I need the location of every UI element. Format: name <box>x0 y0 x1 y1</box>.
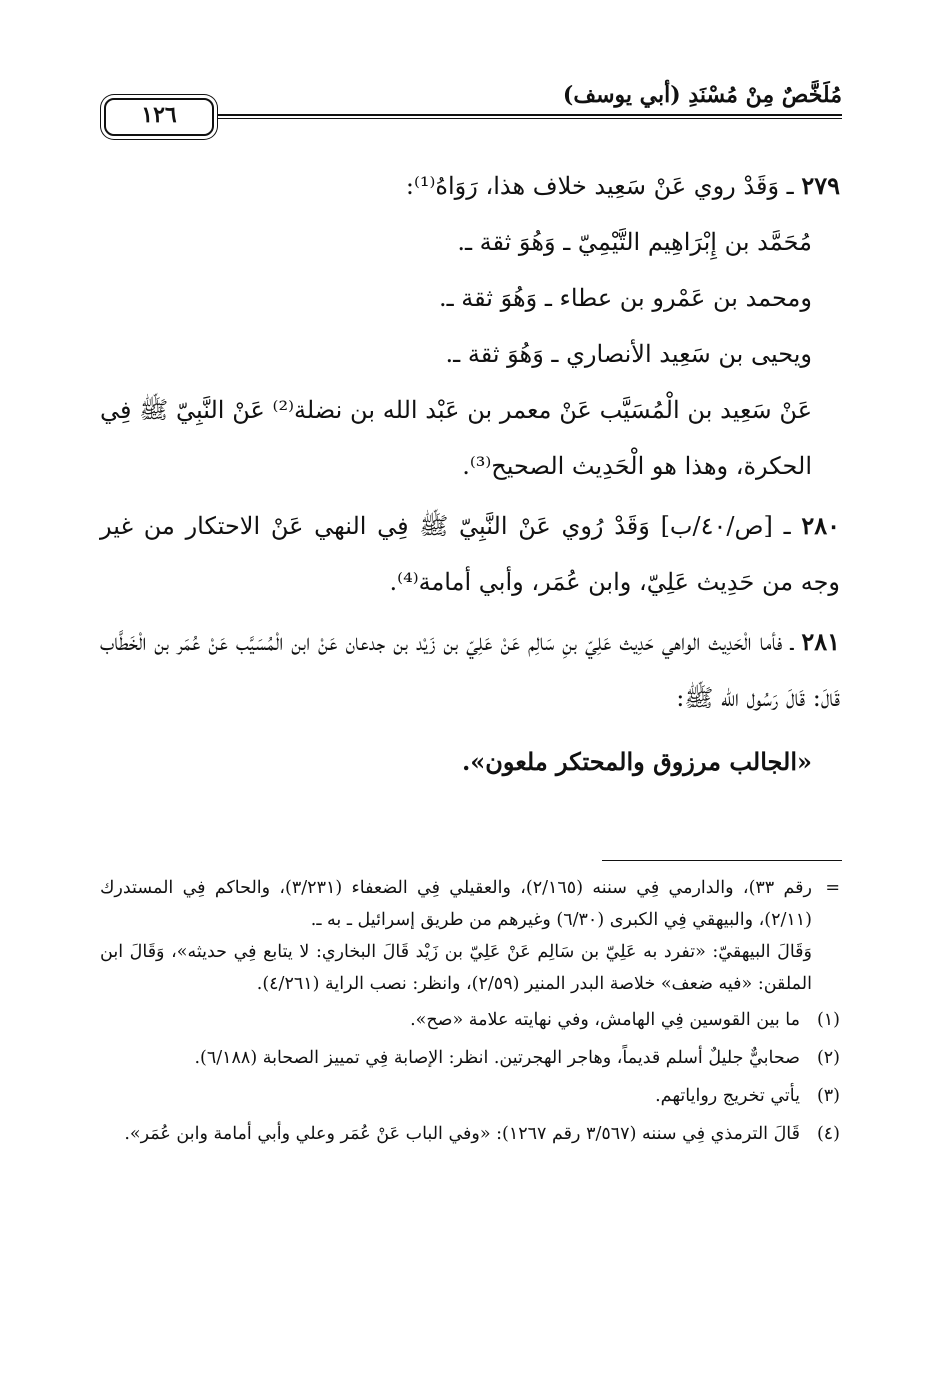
footnote-text: صحابيٌّ جليلٌ أسلم قديماً، وهاجر الهجرتين. انظر: الإصابة فِي تمييز الصحابة (٦/١٨٨). <box>194 1048 800 1068</box>
paragraph-text: ومحمد بن عَمْرو بن عطاء ـ وَهُوَ ثقة ـ. <box>439 284 812 312</box>
footnote-number: (٣) <box>816 1086 840 1106</box>
paragraph-text: ويحيى بن سَعِيد الأنصاري ـ وَهُوَ ثقة ـ. <box>445 340 812 368</box>
paragraph-text: مُحَمَّد بن إِبْرَاهِيم التَّيْمِيّ ـ وَهُوَ ثقة ـ. <box>457 228 812 256</box>
footnote-2 <box>100 1042 840 1074</box>
paragraph-280 <box>100 498 840 610</box>
footnote-1 <box>100 1004 840 1036</box>
footnote-paragraph: رقم ٣٣)، والدارمي فِي سننه (٢/١٦٥)، والعقيلي فِي الضعفاء (٣/٢٣١)، والحاكم فِي المستدرك (٢/١١)، والبيهقي فِي الكبرى (٦/٣٠) وغيرهم من طريق إسرائيل ـ به ـ. <box>100 878 812 930</box>
page-number: ١٢٦ <box>141 102 177 128</box>
paragraph-number: ٢٧٩ <box>801 171 840 200</box>
paragraph-279 <box>100 158 840 214</box>
footnote-text: قَالَ الترمذي فِي سننه (٣/٥٦٧ رقم ١٢٦٧): «وفي الباب عَنْ عُمَر وعلي وأبي أمامة وابن عُمَر». <box>124 1124 800 1144</box>
isnad-paragraph <box>100 382 840 494</box>
footnote-paragraph: وَقَالَ البيهقيّ: «تفرد به عَلِيّ بن سَالِم عَنْ عَلِيّ بن زَيْد قَالَ البخاري: لا يتابع فِي حديثه»، وَقَالَ ابن الملقن: «فيه ضعف» خلاصة البدر المنير (٢/٥٩)، وانظر: نصب الراية (٤/٢٦١). <box>100 942 812 994</box>
running-title: مُلَخَّصٌ مِنْ مُسْنَدِ (أبي يوسف) <box>562 82 842 108</box>
paragraph-281 <box>100 614 840 726</box>
footnote-text: ما بين القوسين فِي الهامش، وفي نهايته علامة «صح». <box>410 1010 800 1030</box>
footnote-text: يأتي تخريج رواياتهم. <box>655 1086 800 1106</box>
footnote-number: (٤) <box>816 1124 840 1144</box>
footnote-number: (١) <box>816 1010 840 1030</box>
narrator-line <box>100 326 840 382</box>
continuation-mark: = <box>825 878 840 898</box>
hadith-quote: «الجالب مرزوق والمحتكر ملعون». <box>461 747 812 776</box>
paragraph-number: ٢٨١ <box>801 627 840 656</box>
footnote-4 <box>100 1118 840 1150</box>
paragraph-text: عَنْ سَعِيد بن الْمُسَيَّب عَنْ معمر بن عَبْد الله بن نضلة⁽²⁾ عَنْ النَّبِيّ ﷺ فِي الحكرة، وهذا هو الْحَدِيث الصحيح⁽³⁾. <box>100 396 813 480</box>
footnote-continuation <box>100 872 840 1000</box>
footnote-number: (٢) <box>816 1048 840 1068</box>
page-number-frame <box>104 98 214 136</box>
paragraph-number: ٢٨٠ <box>801 511 840 540</box>
narrator-line <box>100 214 840 270</box>
main-text <box>100 158 840 790</box>
paragraph-text: ـ فأما الْحَدِيث الواهي حَدِيث عَلِيّ بنِ سَالِم عَنْ عَلِيّ بن زَيْد بن جدعان عَنْ ابن الْمُسَيَّب عَنْ عُمَر بن الْخَطَّاب قَالَ: قَالَ رَسُول الله ﷺ: <box>100 628 840 712</box>
footnote-separator <box>602 860 842 861</box>
paragraph-text: ـ [ص/٤٠/ب] وَقَدْ رُوي عَنْ النَّبِيّ ﷺ فِي النهي عَنْ الاحتكار من غير وجه من حَدِيث عَلِيّ، وابن عُمَر، وأبي أمامة⁽⁴⁾. <box>100 512 840 596</box>
narrator-line <box>100 270 840 326</box>
page-header <box>100 78 842 138</box>
paragraph-text: ـ وَقَدْ روي عَنْ سَعِيد خلاف هذا، رَوَاهُ⁽¹⁾: <box>405 172 802 200</box>
footnotes <box>100 872 840 1156</box>
footnote-3 <box>100 1080 840 1112</box>
